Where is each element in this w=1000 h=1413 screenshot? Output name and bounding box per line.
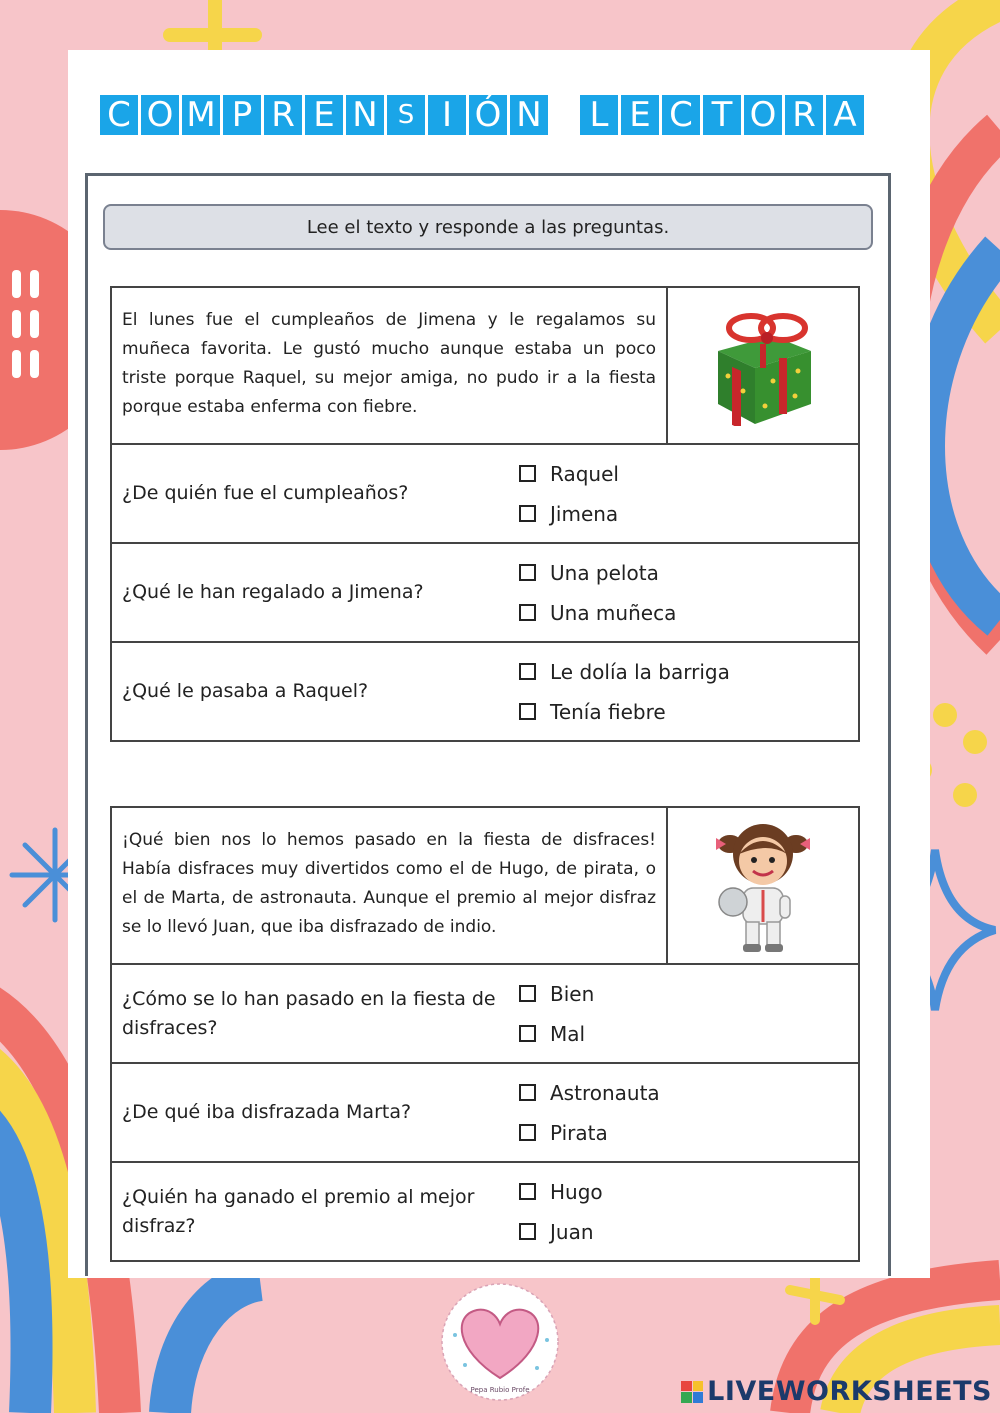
title-letter: R xyxy=(785,95,823,135)
title-letter: I xyxy=(428,95,466,135)
question-text: ¿Quién ha ganado el premio al mejor disfraz? xyxy=(122,1185,475,1237)
answer-options xyxy=(507,643,858,740)
title-letter: C xyxy=(100,95,138,135)
answer-option[interactable] xyxy=(519,601,858,625)
brand-name: LIVEWORKSHEETS xyxy=(707,1376,992,1407)
answer-option[interactable] xyxy=(519,1220,858,1244)
option-label: Astronauta xyxy=(550,1080,660,1105)
question-row xyxy=(112,445,858,544)
checkbox-icon[interactable] xyxy=(519,505,536,522)
option-label: Mal xyxy=(550,1021,586,1046)
title-letter: S xyxy=(387,95,425,135)
checkbox-icon[interactable] xyxy=(519,465,536,482)
story-text: ¡Qué bien nos lo hemos pasado en la fiesta de disfraces! Había disfraces muy divertidos como el de Hugo, de pirata, o el de Marta, de astronauta. Aunque el premio al mejor disfraz se lo llevó Juan, que iba disfrazado de indio. xyxy=(112,808,668,963)
question-text: ¿De quién fue el cumpleaños? xyxy=(122,482,409,504)
answer-options xyxy=(507,1064,858,1161)
option-label: Bien xyxy=(550,981,595,1006)
answer-option[interactable] xyxy=(519,1081,858,1105)
title-letter: Ó xyxy=(469,95,507,135)
story-row xyxy=(112,808,858,965)
option-label: Pirata xyxy=(550,1120,608,1145)
title-letter: O xyxy=(141,95,179,135)
checkbox-icon[interactable] xyxy=(519,1183,536,1200)
checkbox-icon[interactable] xyxy=(519,663,536,680)
answer-option[interactable] xyxy=(519,502,858,526)
checkbox-icon[interactable] xyxy=(519,1084,536,1101)
checkbox-icon[interactable] xyxy=(519,1025,536,1042)
checkbox-icon[interactable] xyxy=(519,564,536,581)
option-label: Raquel xyxy=(550,461,619,486)
title-letter: E xyxy=(305,95,343,135)
option-label: Tenía fiebre xyxy=(550,699,666,724)
title-letter: R xyxy=(264,95,302,135)
title-letter: E xyxy=(621,95,659,135)
answer-option[interactable] xyxy=(519,1121,858,1145)
title-letter: M xyxy=(182,95,220,135)
checkbox-icon[interactable] xyxy=(519,604,536,621)
option-label: Juan xyxy=(550,1219,594,1244)
answer-option[interactable] xyxy=(519,561,858,585)
astronaut-girl-icon xyxy=(668,808,858,963)
instruction-banner: Lee el texto y responde a las preguntas. xyxy=(103,204,873,250)
answer-option[interactable] xyxy=(519,982,858,1006)
question-text: ¿Qué le pasaba a Raquel? xyxy=(122,680,369,702)
liveworksheets-logo-icon xyxy=(681,1381,703,1403)
title-letter: P xyxy=(223,95,261,135)
title-letter: O xyxy=(744,95,782,135)
checkbox-icon[interactable] xyxy=(519,985,536,1002)
answer-option[interactable] xyxy=(519,660,858,684)
story-text: El lunes fue el cumpleaños de Jimena y le regalamos su muñeca favorita. Le gustó mucho aunque estaba un poco triste porque Raquel, su mejor amiga, no pudo ir a la fiesta porque estaba enferma con fiebre. xyxy=(112,288,668,443)
question-text: ¿De qué iba disfrazada Marta? xyxy=(122,1101,412,1123)
reading-block-1 xyxy=(110,286,860,742)
answer-option[interactable] xyxy=(519,1022,858,1046)
liveworksheets-brand xyxy=(681,1376,992,1407)
title-letter: T xyxy=(703,95,741,135)
answer-options xyxy=(507,1163,858,1260)
title-letter: L xyxy=(580,95,618,135)
title-letter: N xyxy=(510,95,548,135)
author-stamp xyxy=(425,1280,575,1405)
option-label: Jimena xyxy=(550,501,619,526)
stamp-text: Pepa Rubio Profe xyxy=(470,1386,530,1394)
option-label: Una muñeca xyxy=(550,600,677,625)
question-row xyxy=(112,1064,858,1163)
title-letter: A xyxy=(826,95,864,135)
title-letter: C xyxy=(662,95,700,135)
checkbox-icon[interactable] xyxy=(519,1124,536,1141)
answer-option[interactable] xyxy=(519,700,858,724)
reading-block-2 xyxy=(110,806,860,1262)
checkbox-icon[interactable] xyxy=(519,703,536,720)
option-label: Una pelota xyxy=(550,560,659,585)
question-row xyxy=(112,1163,858,1260)
gift-icon xyxy=(668,288,858,443)
story-row xyxy=(112,288,858,445)
question-text: ¿Cómo se lo han pasado en la fiesta de disfraces? xyxy=(122,987,496,1039)
title-word xyxy=(100,95,548,145)
checkbox-icon[interactable] xyxy=(519,1223,536,1240)
title-letter: N xyxy=(346,95,384,135)
question-row xyxy=(112,544,858,643)
question-row xyxy=(112,643,858,740)
answer-options xyxy=(507,544,858,641)
answer-option[interactable] xyxy=(519,1180,858,1204)
worksheet-frame xyxy=(85,173,891,1276)
answer-options xyxy=(507,445,858,542)
question-row xyxy=(112,965,858,1064)
answer-option[interactable] xyxy=(519,462,858,486)
page-title xyxy=(100,95,860,145)
option-label: Hugo xyxy=(550,1179,603,1204)
title-word xyxy=(580,95,864,145)
option-label: Le dolía la barriga xyxy=(550,659,730,684)
answer-options xyxy=(507,965,858,1062)
question-text: ¿Qué le han regalado a Jimena? xyxy=(122,581,424,603)
